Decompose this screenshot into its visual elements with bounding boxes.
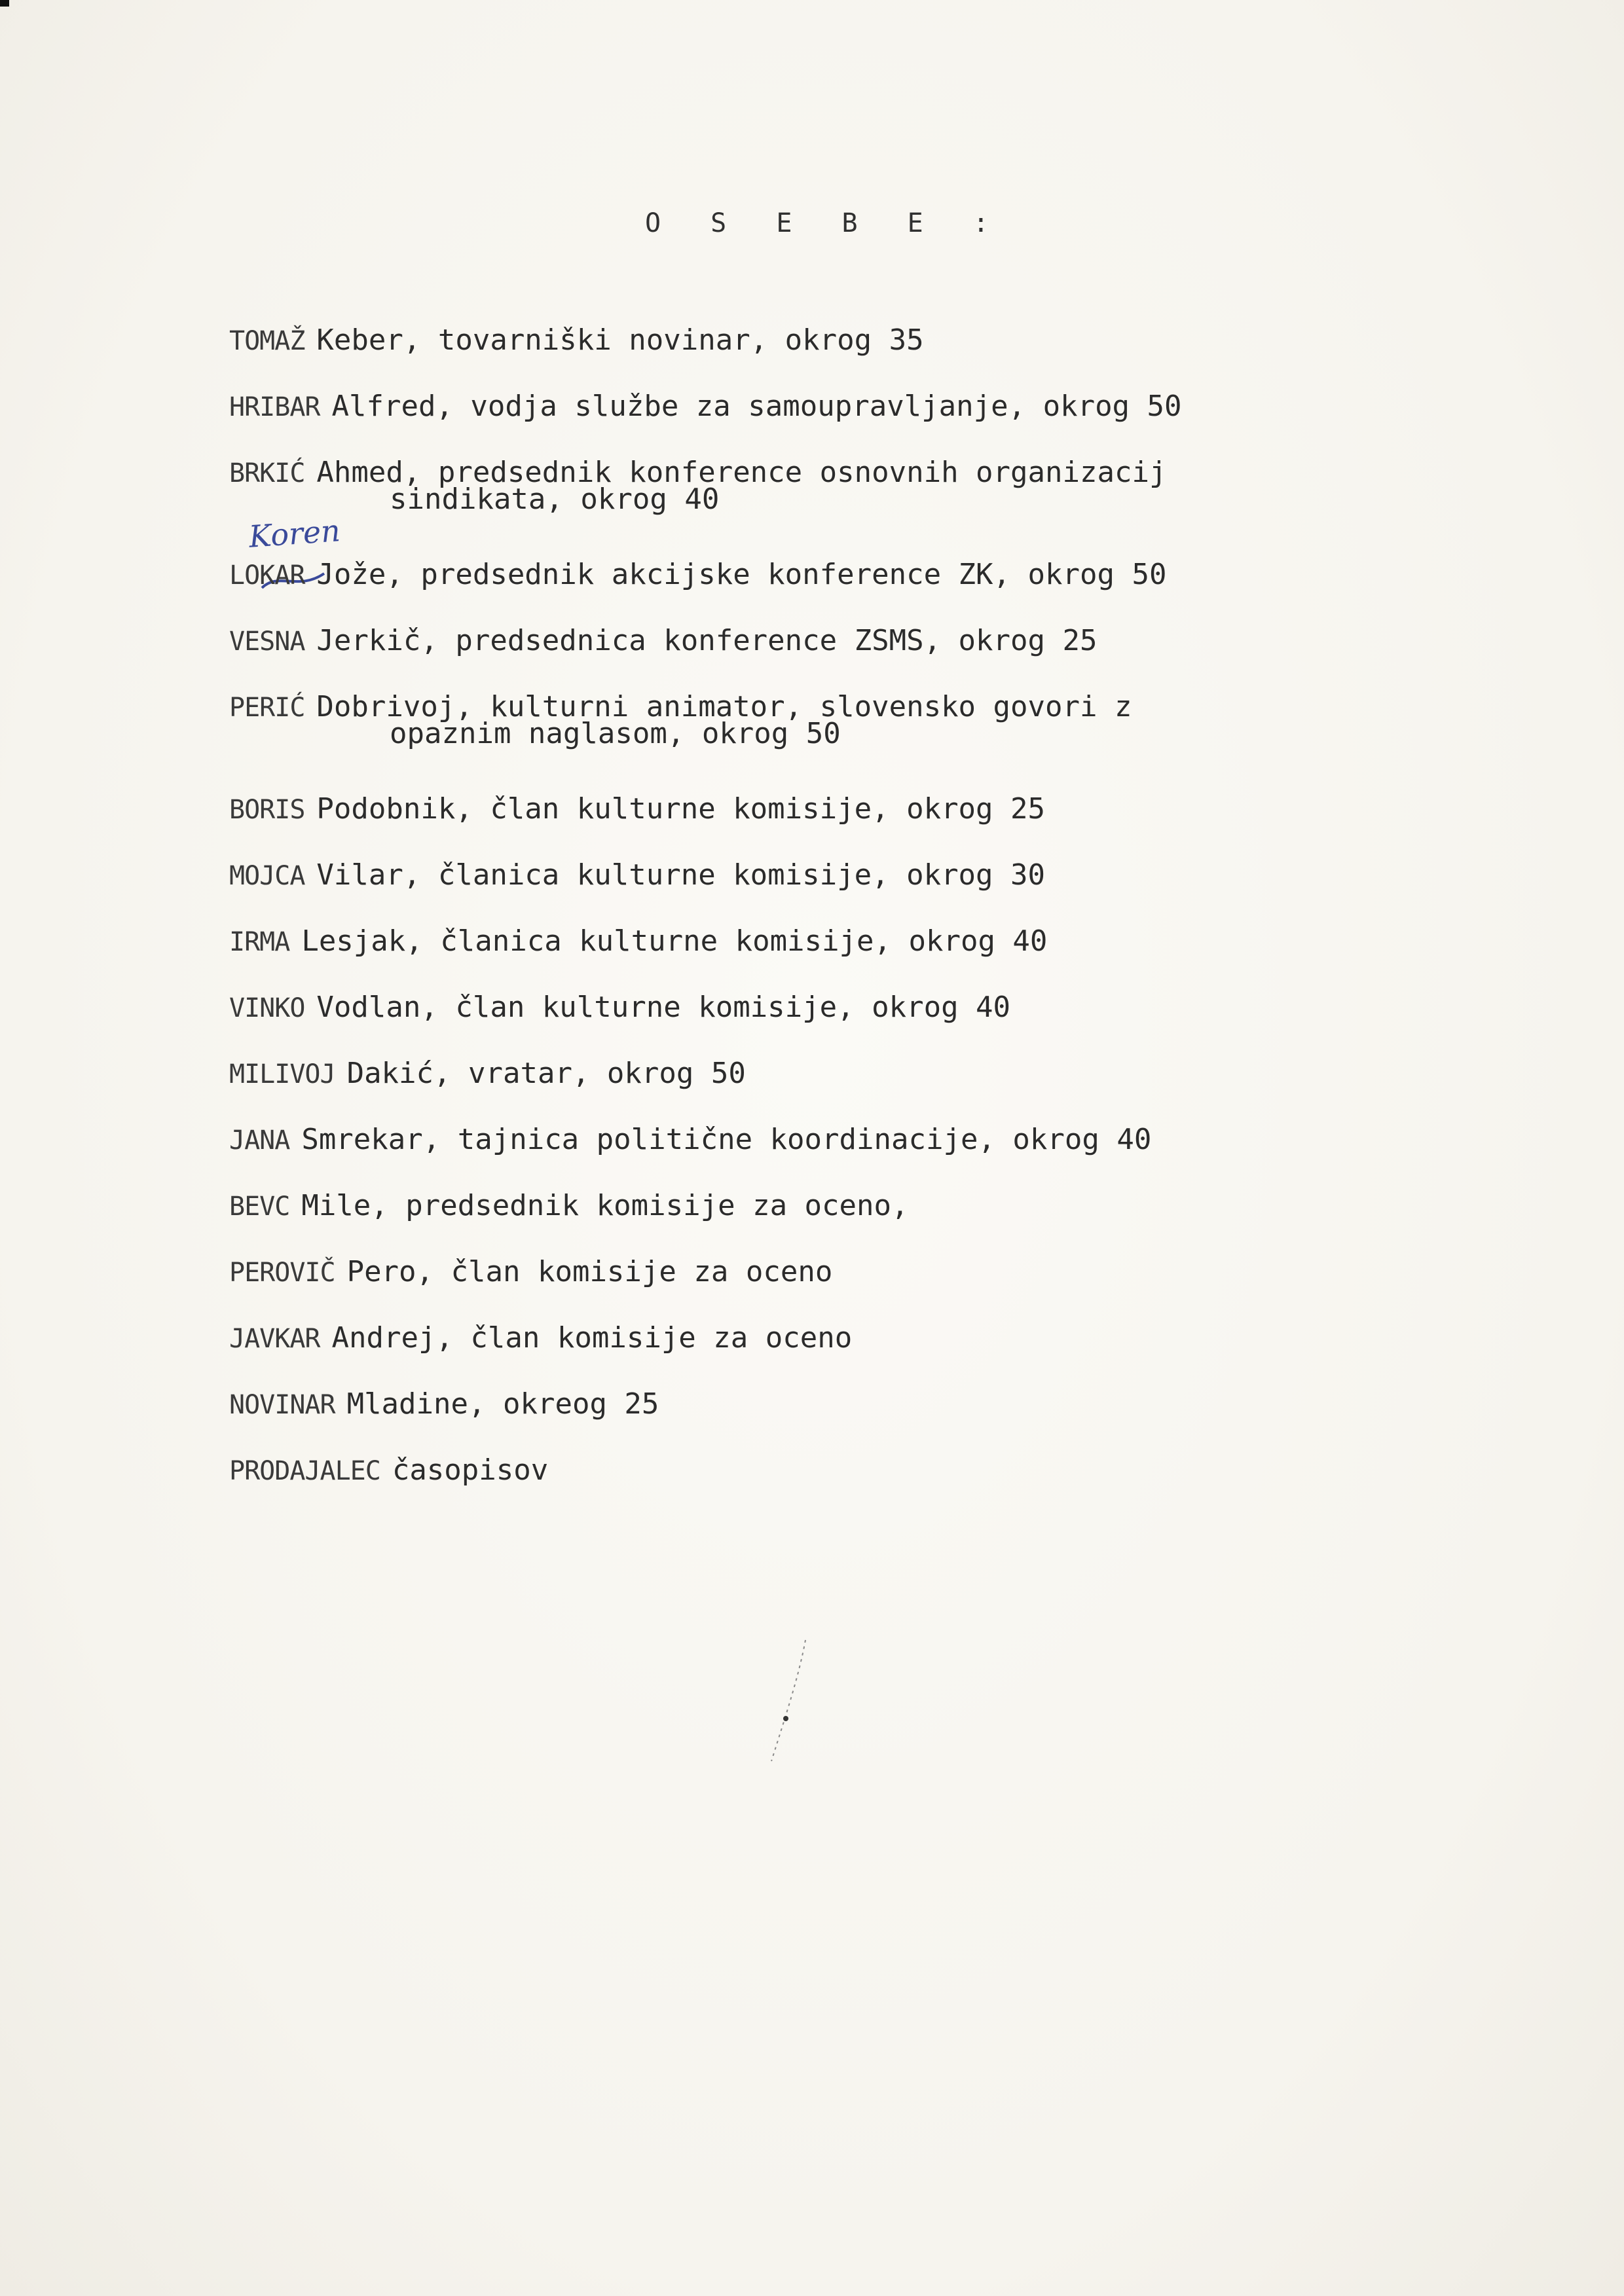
character-description: Ahmed, predsednik konference osnovnih organizacij	[316, 456, 1167, 489]
cast-entry	[229, 1438, 1408, 1504]
cast-entry	[229, 674, 1408, 757]
document-title: O S E B E :	[645, 208, 1006, 238]
character-description-continued: sindikata, okrog 40	[390, 483, 720, 516]
character-name: MOJCA	[229, 861, 305, 891]
cast-entry	[229, 909, 1408, 975]
character-name: MILIVOJ	[229, 1059, 335, 1089]
character-description: Vodlan, član kulturne komisije, okrog 40	[316, 991, 1011, 1024]
character-name: IRMA	[229, 927, 290, 957]
cast-entry	[229, 1305, 1408, 1372]
character-name: BEVC	[229, 1192, 290, 1222]
scan-corner-mark	[0, 0, 9, 7]
character-name: JAVKAR	[229, 1324, 320, 1354]
character-name: VINKO	[229, 993, 305, 1023]
character-description: Smrekar, tajnica politične koordinacije, okrog 40	[301, 1123, 1152, 1156]
character-description: časopisov	[392, 1453, 549, 1487]
cast-entry	[229, 1041, 1408, 1107]
cast-entry	[229, 308, 1408, 374]
character-description-continued: opaznim naglasom, okrog 50	[390, 717, 841, 750]
cast-entry	[229, 1239, 1408, 1305]
character-description: Mladine, okreog 25	[346, 1387, 659, 1421]
cast-entry	[229, 975, 1408, 1041]
character-name: PEROVIČ	[229, 1258, 335, 1288]
character-name: LOKAR	[229, 560, 305, 591]
character-description: Podobnik, član kulturne komisije, okrog 25	[316, 792, 1046, 826]
character-name: HRIBAR	[229, 392, 320, 422]
character-description: Andrej, član komisije za oceno	[331, 1321, 853, 1355]
character-description: Vilar, članica kulturne komisije, okrog 30	[316, 858, 1046, 892]
character-name: PRODAJALEC	[229, 1456, 380, 1486]
character-description: Dobrivoj, kulturni animator, slovensko govori z	[316, 690, 1132, 723]
character-description: Lesjak, članica kulturne komisije, okrog 40	[301, 924, 1048, 958]
cast-entry	[229, 1372, 1408, 1438]
cast-entry	[229, 1173, 1408, 1239]
character-name: PERIĆ	[229, 693, 305, 723]
character-description: Mile, predsednik komisije za oceno,	[301, 1189, 909, 1222]
character-name: NOVINAR	[229, 1390, 335, 1420]
character-description: Jerkič, predsednica konference ZSMS, okrog 25	[316, 624, 1098, 657]
cast-entry	[229, 440, 1408, 522]
character-description: Jože, predsednik akcijske konference ZK, okrog 50	[316, 558, 1167, 591]
cast-entry	[229, 843, 1408, 909]
handwritten-correction: Koren	[248, 513, 342, 555]
character-description: Dakić, vratar, okrog 50	[346, 1057, 746, 1090]
pen-scratch-mark	[760, 1637, 812, 1768]
character-description: Alfred, vodja službe za samoupravljanje, okrog 50	[331, 390, 1182, 423]
character-name: BORIS	[229, 795, 305, 825]
cast-entry	[229, 374, 1408, 440]
cast-list	[229, 308, 1408, 1504]
character-name: JANA	[229, 1125, 290, 1156]
character-description: Pero, član komisije za oceno	[346, 1255, 833, 1288]
character-name: TOMAŽ	[229, 326, 305, 356]
cast-entry	[229, 608, 1408, 674]
cast-entry	[229, 542, 1408, 608]
cast-entry	[229, 1107, 1408, 1173]
character-name: VESNA	[229, 627, 305, 657]
cast-entry	[229, 776, 1408, 843]
character-description: Keber, tovarniški novinar, okrog 35	[316, 323, 924, 357]
character-name: BRKIĆ	[229, 458, 305, 488]
